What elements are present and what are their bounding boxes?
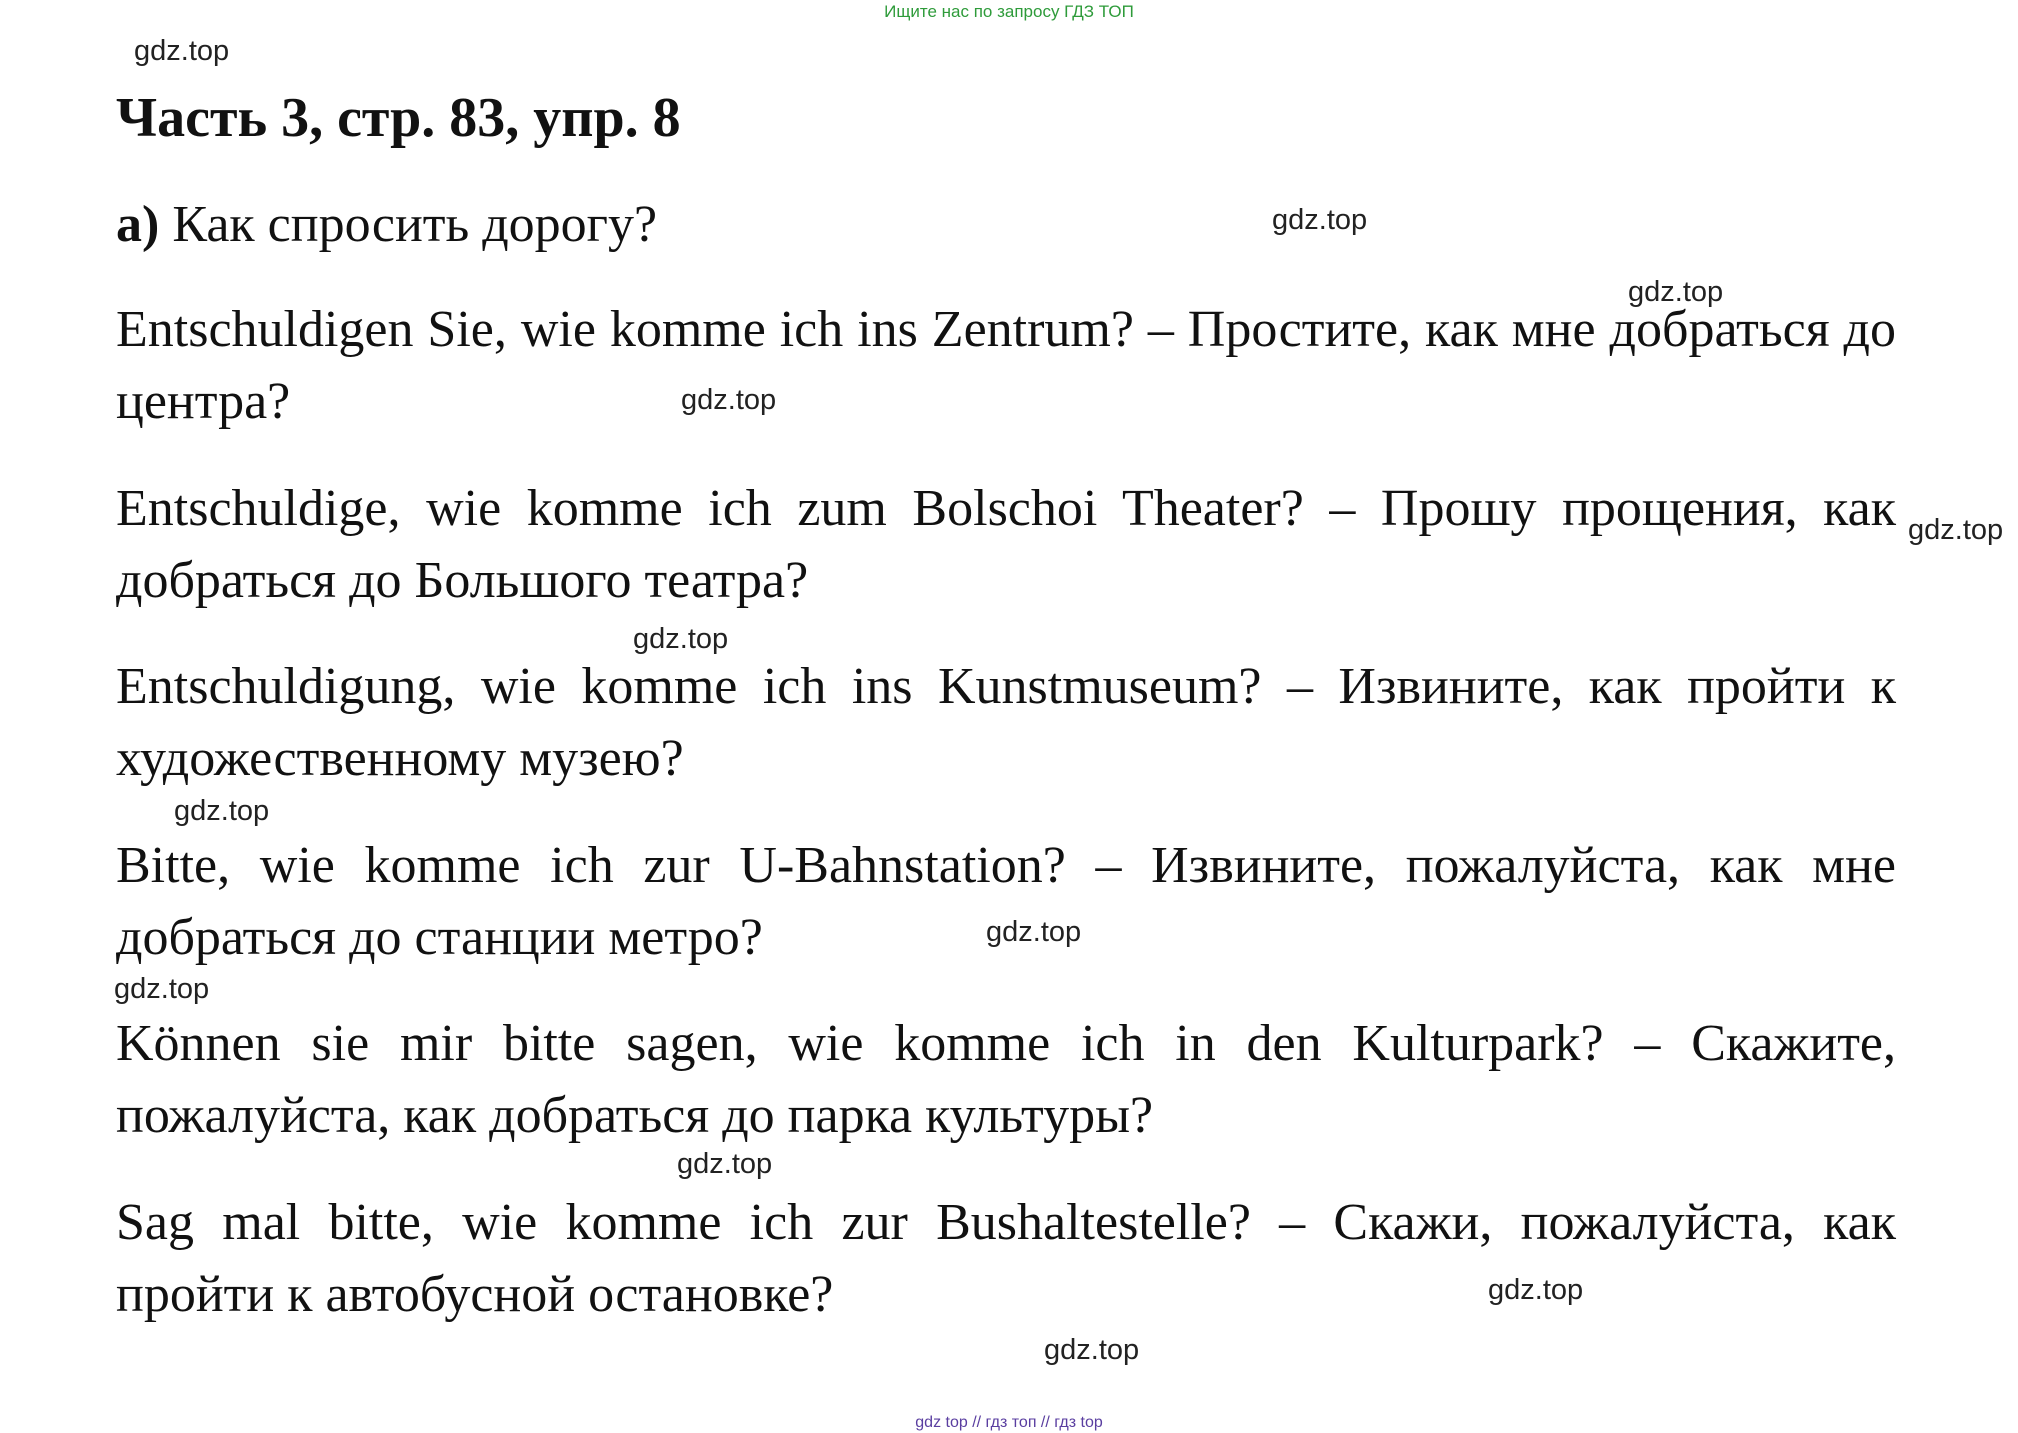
watermark: gdz.top	[114, 973, 210, 1005]
section-title-text: Как спросить дорогу?	[172, 196, 658, 253]
header-search-note: Ищите нас по запросу ГДЗ ТОП	[884, 2, 1134, 21]
entry-3: Entschuldigung, wie komme ich ins Kunstmuseum? – Извините, как пройти к художественному музею?	[116, 658, 1896, 787]
watermark: gdz.top	[1488, 1274, 1584, 1306]
section-marker: а)	[116, 196, 160, 253]
entry-6: Sag mal bitte, wie komme ich zur Bushaltestelle? – Скажи, пожалуйста, как пройти к автобусной остановке?	[116, 1194, 1896, 1323]
watermark: gdz.top	[1044, 1334, 1140, 1366]
watermark: gdz.top	[681, 384, 777, 416]
section-subtitle	[116, 195, 657, 254]
entry-2: Entschuldige, wie komme ich zum Bolschoi Theater? – Прошу прощения, как добраться до Большого театра?	[116, 480, 1896, 609]
watermark: gdz.top	[633, 623, 729, 655]
watermark: gdz.top	[1272, 204, 1368, 236]
watermark: gdz.top	[174, 795, 270, 827]
entry-4: Bitte, wie komme ich zur U-Bahnstation? – Извините, пожалуйста, как мне добраться до станции метро?	[116, 837, 1896, 966]
page-title: Часть 3, стр. 83, упр. 8	[116, 87, 681, 149]
footer-note: gdz top // гдз топ // гдз top	[915, 1414, 1103, 1431]
watermark: gdz.top	[1908, 514, 2004, 546]
entry-1: Entschuldigen Sie, wie komme ich ins Zentrum? – Простите, как мне добраться до центра?	[116, 301, 1896, 430]
watermark: gdz.top	[677, 1148, 773, 1180]
watermark: gdz.top	[134, 35, 230, 67]
watermark: gdz.top	[1628, 276, 1724, 308]
entry-5: Können sie mir bitte sagen, wie komme ich in den Kulturpark? – Скажите, пожалуйста, как добраться до парка культуры?	[116, 1015, 1896, 1144]
watermark: gdz.top	[986, 916, 1082, 948]
